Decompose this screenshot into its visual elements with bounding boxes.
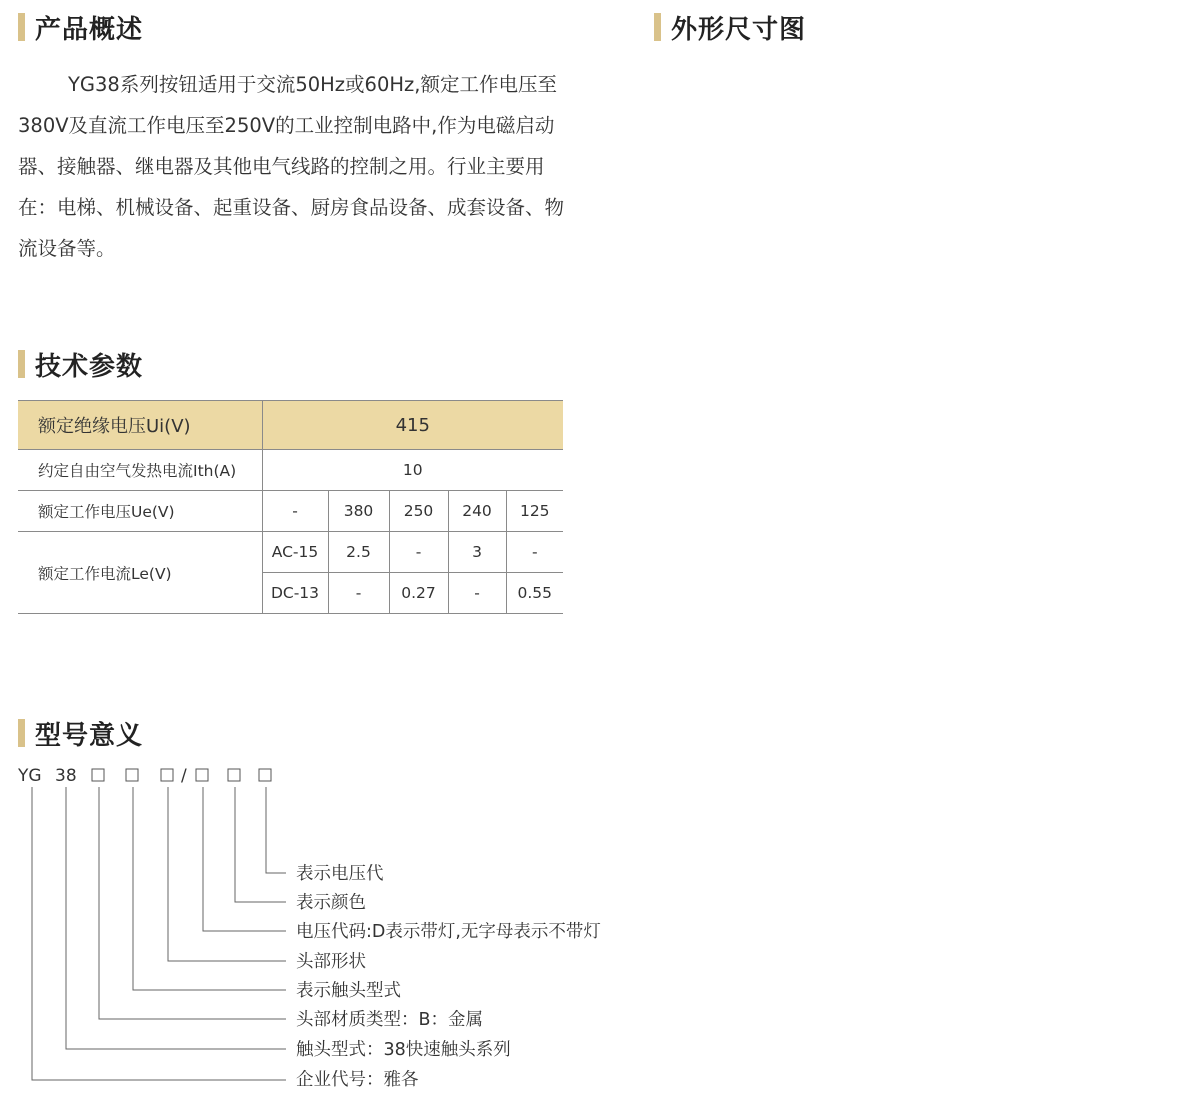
ac-current-cell: - (506, 532, 563, 573)
code-series: 38 (55, 766, 77, 786)
dc-current-cell: 0.55 (506, 573, 563, 614)
meaning-label: 表示触头型式 (296, 981, 401, 1001)
model-title: 型号意义 (35, 720, 144, 751)
code-prefix: YG (18, 766, 42, 786)
tech-heading (18, 348, 143, 380)
code-placeholder-box (161, 769, 173, 781)
meaning-label: 头部形状 (296, 952, 366, 972)
bracket-line (235, 787, 286, 902)
overview-heading (18, 11, 143, 43)
heading-accent-bar (18, 350, 25, 378)
meaning-label: 企业代号：雅各 (296, 1070, 419, 1090)
thermal-current-label: 约定自由空气发热电流Ith(A) (18, 450, 262, 491)
table-row (18, 532, 563, 573)
code-placeholder-box (92, 769, 104, 781)
code-placeholder-box (259, 769, 271, 781)
ac-category-label: AC-15 (262, 532, 328, 573)
overview-title: 产品概述 (35, 14, 144, 45)
model-code-diagram (0, 755, 700, 1095)
dimensions-title: 外形尺寸图 (671, 14, 807, 45)
operating-voltage-label: 额定工作电压Ue(V) (18, 491, 262, 532)
model-heading (18, 717, 143, 749)
heading-accent-bar (18, 13, 25, 41)
heading-accent-bar (654, 13, 661, 41)
voltage-cell: - (262, 491, 328, 532)
meaning-label: 头部材质类型：B：金属 (296, 1010, 484, 1030)
dc-current-cell: - (448, 573, 506, 614)
code-placeholder-box (126, 769, 138, 781)
ac-current-cell: 3 (448, 532, 506, 573)
meaning-label: 表示电压代 (296, 864, 384, 884)
dc-current-cell: 0.27 (389, 573, 448, 614)
bracket-line (99, 787, 286, 1019)
bracket-lines (32, 787, 286, 1080)
bracket-line (133, 787, 286, 990)
voltage-cell: 125 (506, 491, 563, 532)
voltage-cell: 380 (328, 491, 389, 532)
bracket-line (203, 787, 286, 931)
overview-paragraph: YG38系列按钮适用于交流50Hz或60Hz,额定工作电压至380V及直流工作电压至250V的工业控制电路中,作为电磁启动器、接触器、继电器及其他电气线路的控制之用。行业主要用在：电梯、机械设备、起重设备、厨房食品设备、成套设备、物流设备等。 (18, 73, 565, 260)
tech-title: 技术参数 (35, 351, 144, 382)
voltage-cell: 250 (389, 491, 448, 532)
table-row (18, 401, 563, 450)
insulation-voltage-label: 额定绝缘电压Ui(V) (18, 401, 262, 450)
voltage-cell: 240 (448, 491, 506, 532)
ac-current-cell: 2.5 (328, 532, 389, 573)
code-placeholder-box (196, 769, 208, 781)
code-placeholder-box (228, 769, 240, 781)
meaning-label: 电压代码:D表示带灯,无字母表示不带灯 (296, 922, 601, 942)
meaning-label: 触头型式：38快速触头系列 (296, 1040, 511, 1060)
ac-current-cell: - (389, 532, 448, 573)
code-separator: / (181, 766, 187, 786)
operating-current-label: 额定工作电流Le(V) (18, 532, 262, 614)
bracket-line (168, 787, 286, 961)
bracket-line (266, 787, 286, 873)
heading-accent-bar (18, 719, 25, 747)
meaning-label: 表示颜色 (296, 893, 366, 913)
dc-current-cell: - (328, 573, 389, 614)
bracket-line (32, 787, 286, 1080)
table-row (18, 491, 563, 532)
dimensions-heading (654, 11, 806, 43)
thermal-current-value: 10 (262, 450, 563, 491)
insulation-voltage-value: 415 (262, 401, 563, 450)
spec-table (18, 400, 563, 614)
table-row (18, 450, 563, 491)
dc-category-label: DC-13 (262, 573, 328, 614)
